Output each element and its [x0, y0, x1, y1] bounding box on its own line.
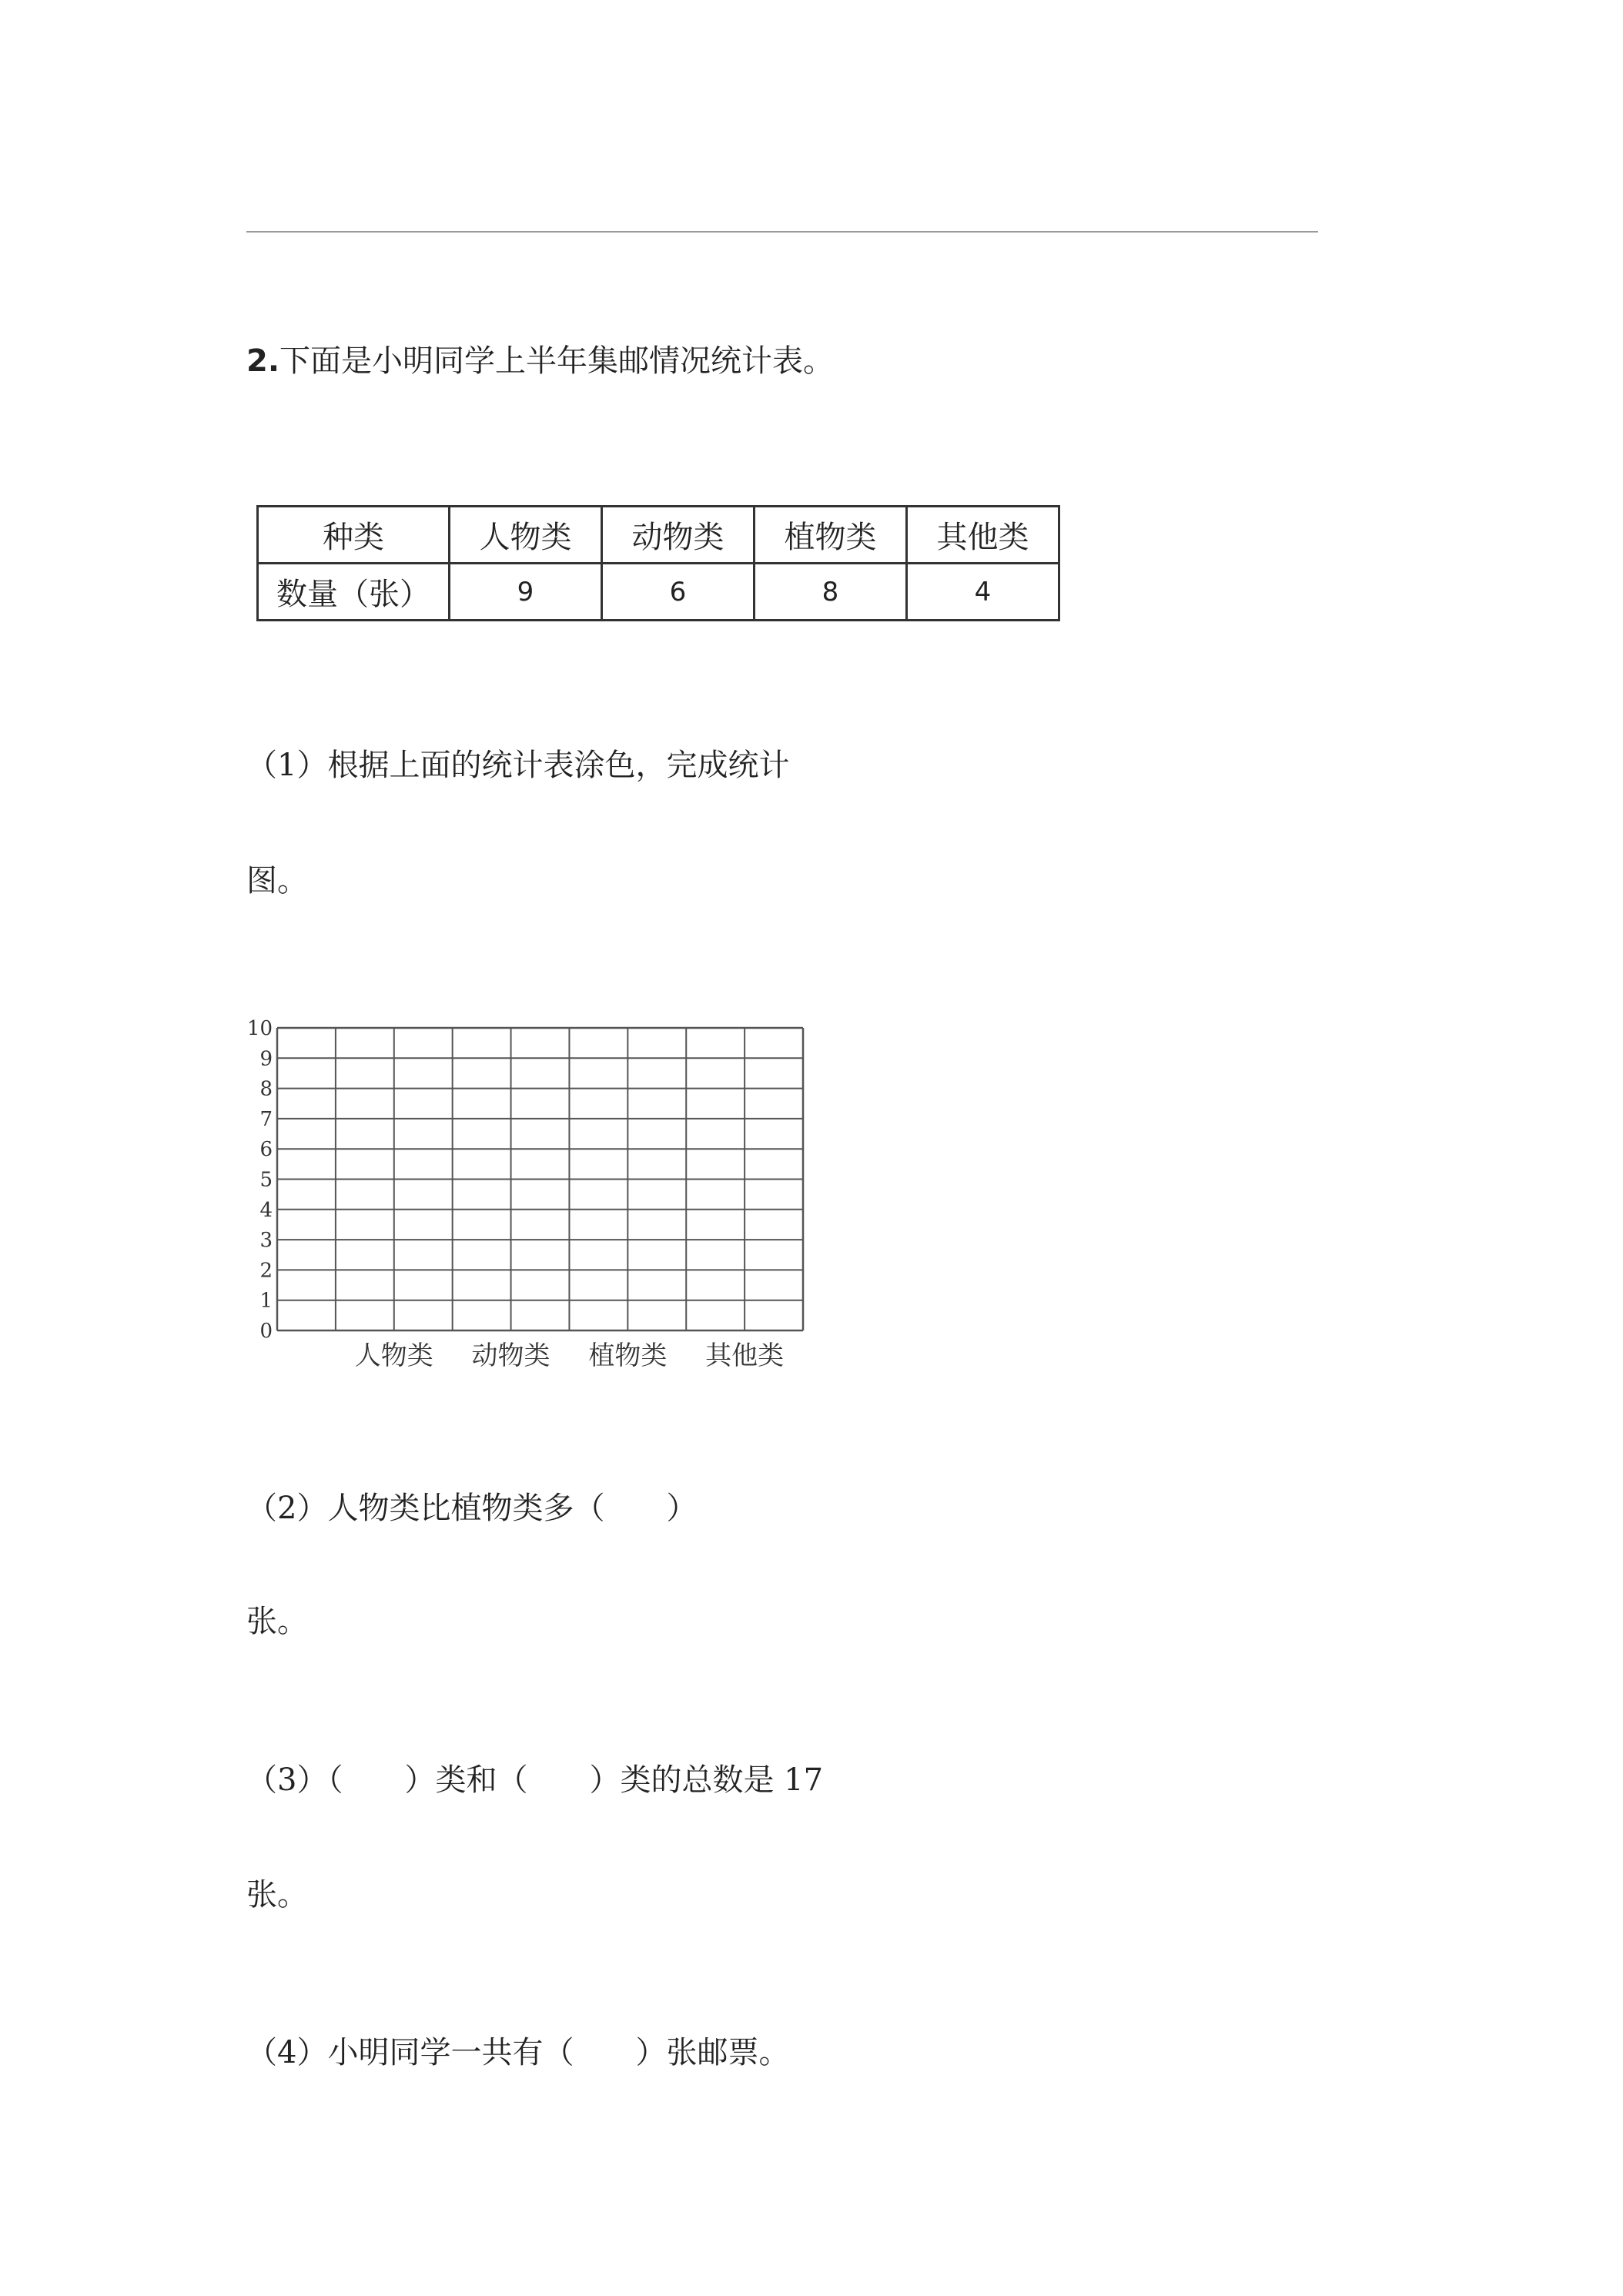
- y-tick-label: 1: [259, 1289, 273, 1313]
- y-tick-label: 6: [259, 1138, 273, 1162]
- y-tick-label: 10: [246, 1017, 273, 1040]
- question-number: 2.: [246, 343, 280, 379]
- table-cell: 数量（张）: [258, 564, 450, 621]
- table-cell: 4: [907, 564, 1059, 621]
- table-cell: 植物类: [755, 507, 907, 564]
- y-tick-label: 4: [259, 1198, 273, 1222]
- blank-bar-chart-grid: [243, 1012, 812, 1374]
- part4-line1: （4）小明同学一共有（ ）张邮票。: [246, 2035, 790, 2070]
- part3-line2: 张。: [246, 1877, 308, 1913]
- table-cell: 动物类: [602, 507, 755, 564]
- x-category-label: 动物类: [471, 1340, 550, 1371]
- top-divider: [246, 231, 1318, 233]
- part1-line1: （1）根据上面的统计表涂色，完成统计: [246, 748, 790, 783]
- part2-line1: （2）人物类比植物类多（ ）: [246, 1491, 698, 1526]
- part3-line1: （3）（ ）类和（ ）类的总数是 17: [246, 1762, 824, 1798]
- table-row: [258, 564, 1059, 621]
- table-cell: 6: [602, 564, 755, 621]
- stamp-stats-table: [256, 505, 1060, 621]
- question-text: 下面是小明同学上半年集邮情况统计表。: [279, 343, 835, 379]
- table-cell: 其他类: [907, 507, 1059, 564]
- x-category-label: 人物类: [354, 1340, 433, 1371]
- y-tick-label: 9: [259, 1047, 273, 1071]
- y-tick-label: 7: [259, 1107, 273, 1131]
- x-category-label: 植物类: [588, 1340, 668, 1371]
- y-tick-label: 2: [259, 1259, 273, 1283]
- table-cell: 人物类: [450, 507, 602, 564]
- question-title: [246, 343, 834, 380]
- x-category-label: 其他类: [705, 1340, 785, 1371]
- y-tick-label: 3: [259, 1229, 273, 1253]
- table-cell: 9: [450, 564, 602, 621]
- y-tick-label: 5: [259, 1168, 273, 1192]
- part2-line2: 张。: [246, 1604, 308, 1639]
- part1-line2: 图。: [246, 863, 308, 899]
- table-cell: 种类: [258, 507, 450, 564]
- y-tick-label: 8: [259, 1077, 273, 1101]
- table-cell: 8: [755, 564, 907, 621]
- y-tick-label: 0: [259, 1320, 273, 1343]
- table-row: [258, 507, 1059, 564]
